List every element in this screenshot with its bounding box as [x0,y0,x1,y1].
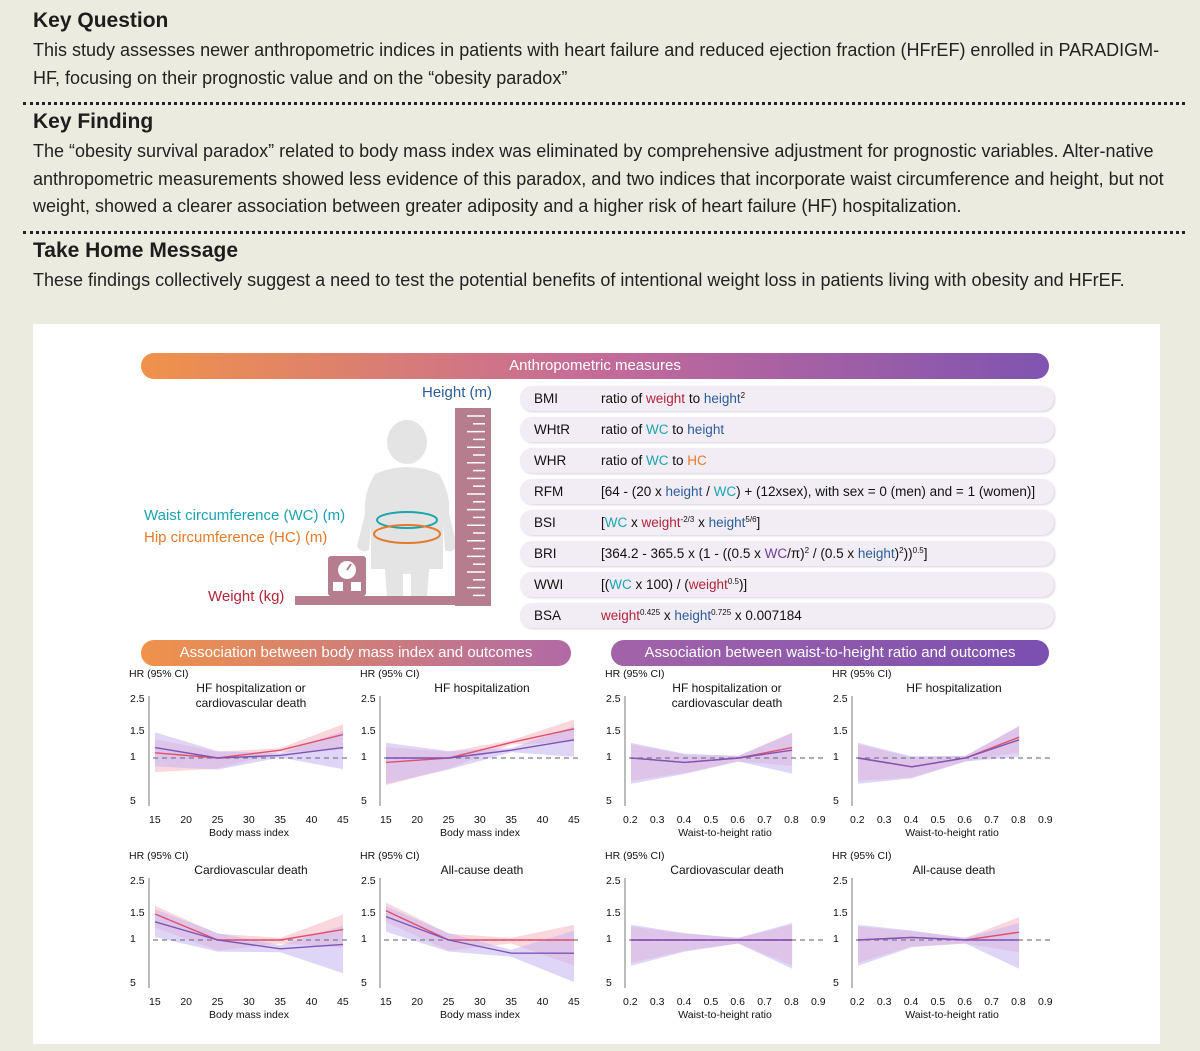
key-finding-text: The “obesity survival paradox” related to body mass index was eliminated by comprehensive adjustment for prognostic variables. Alter-native anthropometric measurements showed less evidence of this paradox, and two indices that incorporate waist circumference and height, but not weight, showed a clearer association between greater adiposity and a higher risk of heart failure (HF) hospitalization. [33,141,1164,216]
y-tick-label: 5 [833,795,839,807]
hr-plot [380,696,578,806]
central-illustration [33,324,1160,1044]
measure-abbr: WHR [534,453,567,468]
x-tick-label: 0.4 [676,996,692,1008]
x-axis-label: Body mass index [440,827,520,839]
x-tick-label: 0.9 [811,814,826,826]
dotted-divider [23,102,1185,105]
hip-label: Hip circumference (HC) (m) [144,529,328,546]
x-tick-label: 35 [274,814,287,826]
key-finding-title: Key Finding [33,110,154,133]
x-tick-label: 0.7 [757,996,772,1008]
x-tick-label: 0.4 [903,996,919,1008]
x-tick-label: 0.2 [623,996,638,1008]
y-tick-label: 1.5 [361,725,376,737]
x-tick-label: 45 [337,814,349,826]
x-tick-label: 30 [474,996,486,1008]
ci-band [858,923,1019,969]
measure-formula: [64 - (20 x height / WC) + (12xsex), with sex = 0 (men) and = 1 (women)] [601,484,1036,499]
y-axis-label: HR (95% CI) [605,850,665,862]
x-tick-label: 25 [442,996,455,1008]
measure-abbr: BSI [534,515,556,530]
measure-formula: weight$^{0.425}$ x height$^{0.725}$ x 0.007184 [601,608,802,623]
weight-label: Weight (kg) [208,588,285,605]
measure-formula: ratio of weight to height$^2$ [601,391,746,406]
measure-abbr: WHtR [534,422,570,437]
plot-title: Cardiovascular death [194,863,308,877]
y-tick-label: 1.5 [606,725,621,737]
x-axis-label: Waist-to-height ratio [678,827,772,839]
y-tick-label: 1 [130,751,136,763]
weight-scale-icon [328,556,366,596]
y-tick-label: 1 [361,933,367,945]
hr-plot [852,878,1050,988]
key-question-title: Key Question [33,9,169,32]
y-tick-label: 5 [833,977,839,989]
measure-formula: ratio of WC to height [601,422,725,437]
measure-row-whtr [520,417,1054,442]
y-tick-label: 1.5 [361,907,376,919]
plot-title: HF hospitalization or cardiovascular death [671,681,783,710]
x-tick-label: 0.8 [1011,996,1026,1008]
y-tick-label: 1 [130,933,136,945]
y-tick-label: 1 [361,751,367,763]
y-axis-label: HR (95% CI) [129,668,189,680]
x-tick-label: 40 [305,814,318,826]
x-axis-label: Waist-to-height ratio [678,1009,772,1021]
y-tick-label: 1 [833,751,839,763]
x-tick-label: 0.2 [850,814,865,826]
x-tick-label: 0.7 [757,814,772,826]
x-tick-label: 0.5 [930,996,946,1008]
x-tick-label: 0.6 [730,996,746,1008]
x-tick-label: 0.6 [730,814,746,826]
x-tick-label: 15 [380,996,392,1008]
measure-row-rfm [520,479,1054,504]
summary-panel [0,0,1200,318]
take-home-text: These findings collectively suggest a need to test the potential benefits of intentional weight loss in patients living with obesity and HFrEF. [33,269,1125,290]
x-tick-label: 20 [180,996,193,1008]
x-tick-label: 0.6 [957,996,973,1008]
x-tick-label: 0.2 [623,814,638,826]
waist-label: Waist circumference (WC) (m) [144,507,346,524]
y-tick-label: 1.5 [833,907,848,919]
measure-abbr: BSA [534,608,562,623]
x-tick-label: 0.5 [703,814,719,826]
x-tick-label: 20 [411,996,424,1008]
key-question-text: This study assesses newer anthropometric indices in patients with heart failure and reduced ejection fraction (HFrEF) enrolled in PARADIGM-HF, focusing on their prognostic value and on the “obesity paradox” [33,40,1160,88]
take-home-title: Take Home Message [33,238,239,262]
y-tick-label: 2.5 [130,875,145,887]
x-tick-label: 40 [305,996,318,1008]
y-tick-label: 1 [833,933,839,945]
plot-title: HF hospitalization [906,681,1002,695]
measure-formula: [(WC x 100) / (weight$^{0.5}$)] [601,577,748,592]
x-tick-label: 25 [211,814,224,826]
x-tick-label: 0.4 [676,814,692,826]
y-tick-label: 1.5 [130,725,145,737]
y-tick-label: 2.5 [361,693,376,705]
x-tick-label: 35 [505,996,518,1008]
plot-title: All-cause death [912,863,996,877]
x-tick-label: 30 [243,814,255,826]
x-tick-label: 0.6 [957,814,973,826]
x-tick-label: 0.3 [876,996,892,1008]
x-tick-label: 25 [211,996,224,1008]
y-tick-label: 1 [606,933,612,945]
x-tick-label: 0.9 [811,996,826,1008]
dotted-divider [23,231,1185,234]
measures-banner: Anthropometric measures [509,357,681,374]
x-tick-label: 45 [568,996,580,1008]
y-tick-label: 5 [130,795,136,807]
x-tick-label: 0.3 [649,996,665,1008]
ci-band [858,726,1019,784]
height-label: Height (m) [422,384,493,401]
y-tick-label: 1.5 [833,725,848,737]
whtr-outcomes-banner: Association between waist-to-height ratio and outcomes [644,644,1016,661]
y-axis-label: HR (95% CI) [129,850,189,862]
x-tick-label: 35 [274,996,287,1008]
x-tick-label: 0.3 [649,814,665,826]
x-tick-label: 45 [337,996,349,1008]
x-tick-label: 0.9 [1038,814,1053,826]
x-tick-label: 20 [411,814,424,826]
y-tick-label: 2.5 [606,693,621,705]
hr-plot [852,696,1050,806]
x-tick-label: 15 [149,814,161,826]
x-tick-label: 25 [442,814,455,826]
x-tick-label: 20 [180,814,193,826]
y-tick-label: 1 [606,751,612,763]
y-tick-label: 2.5 [833,693,848,705]
body-figure-icon [357,420,457,597]
y-tick-label: 2.5 [606,875,621,887]
ci-band [631,923,792,969]
x-tick-label: 40 [536,996,549,1008]
x-tick-label: 45 [568,814,580,826]
x-tick-label: 0.3 [876,814,892,826]
x-tick-label: 0.8 [784,814,799,826]
y-tick-label: 5 [606,977,612,989]
plot-title: Cardiovascular death [670,863,784,877]
measure-formula: [WC x weight$^{-2/3}$ x height$^{5/6}$] [601,515,761,530]
x-tick-label: 0.4 [903,814,919,826]
x-tick-label: 30 [243,996,255,1008]
y-axis-label: HR (95% CI) [360,668,420,680]
hr-plot [149,696,347,806]
x-tick-label: 30 [474,814,486,826]
y-tick-label: 5 [606,795,612,807]
x-tick-label: 15 [149,996,161,1008]
bmi-outcomes-banner: Association between body mass index and outcomes [179,644,533,661]
hr-plot [625,696,823,806]
measure-abbr: BRI [534,546,557,561]
x-axis-label: Waist-to-height ratio [905,827,999,839]
measure-row-bsa [520,603,1054,628]
y-tick-label: 5 [130,977,136,989]
x-axis-label: Body mass index [209,1009,289,1021]
x-axis-label: Body mass index [440,1009,520,1021]
y-tick-label: 5 [361,977,367,989]
y-axis-label: HR (95% CI) [360,850,420,862]
x-tick-label: 0.2 [850,996,865,1008]
x-tick-label: 0.7 [984,814,999,826]
plot-title: HF hospitalization [434,681,530,695]
y-tick-label: 2.5 [833,875,848,887]
measure-abbr: RFM [534,484,564,499]
x-tick-label: 15 [380,814,392,826]
x-axis-label: Waist-to-height ratio [905,1009,999,1021]
measure-formula: ratio of WC to HC [601,453,707,468]
y-axis-label: HR (95% CI) [605,668,665,680]
x-tick-label: 40 [536,814,549,826]
measure-abbr: BMI [534,391,559,406]
measure-abbr: WWI [534,577,564,592]
plot-title: All-cause death [440,863,524,877]
x-axis-label: Body mass index [209,827,289,839]
x-tick-label: 0.8 [784,996,799,1008]
y-tick-label: 2.5 [361,875,376,887]
x-tick-label: 0.7 [984,996,999,1008]
y-axis-label: HR (95% CI) [832,850,892,862]
x-tick-label: 0.8 [1011,814,1026,826]
y-axis-label: HR (95% CI) [832,668,892,680]
x-tick-label: 0.5 [930,814,946,826]
y-tick-label: 1.5 [606,907,621,919]
measure-formula: [364.2 - 365.5 x (1 - ((0.5 x WC/π)$^2$ / (0.5 x height)$^2$))$^{0.5}$] [601,546,928,561]
hr-plot [149,878,347,988]
x-tick-label: 0.5 [703,996,719,1008]
measure-row-bsi [520,510,1054,535]
y-tick-label: 2.5 [130,693,145,705]
y-tick-label: 1.5 [130,907,145,919]
hr-plot [380,878,578,988]
hr-plot [625,878,823,988]
measure-row-whr [520,448,1054,473]
plot-title: HF hospitalization or cardiovascular death [195,681,307,710]
x-tick-label: 35 [505,814,518,826]
measure-row-bmi [520,386,1054,411]
measure-row-wwi [520,572,1054,597]
y-tick-label: 5 [361,795,367,807]
measure-row-bri [520,541,1054,566]
x-tick-label: 0.9 [1038,996,1053,1008]
